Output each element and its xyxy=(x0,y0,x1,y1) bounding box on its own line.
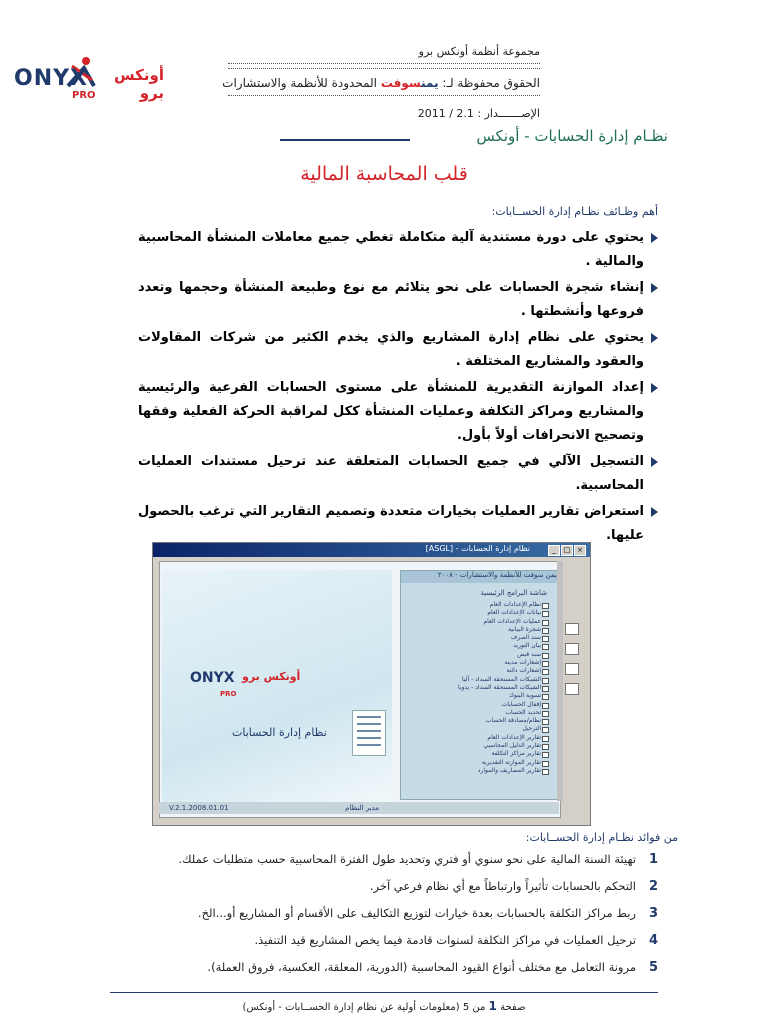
tree-item[interactable]: تقارير مراكز التكلفة xyxy=(409,750,549,758)
header-rights xyxy=(222,76,540,90)
brand-part2: سوفت xyxy=(380,76,422,90)
item-number: 5 xyxy=(648,960,658,975)
benefit-text: تهيئة السنة المالية على نحو سنوي أو فتري وتحديد طول الفترة المحاسبية حسب متطلبات عملك. xyxy=(178,852,636,866)
tree-item[interactable]: إشعارات مدينة xyxy=(409,659,549,667)
list-item xyxy=(58,879,658,906)
item-number: 3 xyxy=(648,906,658,921)
rights-suffix: المحدودة للأنظمة والاستشارات xyxy=(222,76,377,90)
benefits-heading: من فوائد نظـام إدارة الحســابات: xyxy=(525,831,678,844)
item-number: 4 xyxy=(648,933,658,948)
maximize-icon[interactable]: □ xyxy=(561,545,573,556)
menu-panel-header: يمن سوفت للأنظمة والاستشارات - ٢٠٠٨ xyxy=(401,571,557,583)
tree-item[interactable]: إقفال الحسابات xyxy=(409,701,549,709)
brand-part1: يمن xyxy=(421,76,439,90)
splash-logo-latin: ONYX xyxy=(190,670,235,686)
list-item xyxy=(138,226,658,274)
item-number: 1 xyxy=(648,852,658,867)
status-version: V.2.1.2008.01.01 xyxy=(169,804,229,812)
main-heading: قلب المحاسبة المالية xyxy=(300,163,468,185)
header-divider xyxy=(228,63,540,64)
tree-item[interactable]: الشيكات المستحقة السداد - آليا xyxy=(409,676,549,684)
tree-item[interactable]: الترحيل xyxy=(409,725,549,733)
arrow-bullet-icon xyxy=(651,457,658,467)
close-icon[interactable]: × xyxy=(574,545,586,556)
functions-list xyxy=(138,226,658,550)
list-item xyxy=(58,960,658,987)
function-text: يحتوي على دورة مستندية آلية متكاملة تغطي جميع معاملات المنشأة المحاسبية والمالية . xyxy=(138,230,644,269)
menu-tree xyxy=(409,601,549,775)
list-item xyxy=(58,933,658,960)
tree-item[interactable]: تسوية البنوك xyxy=(409,692,549,700)
splash-logo-arabic: أونكس برو xyxy=(242,670,301,683)
header-divider xyxy=(228,95,540,96)
list-item xyxy=(138,276,658,324)
splash-logo-pro: PRO xyxy=(220,690,237,698)
tree-item[interactable]: بيانات الإعدادات العام xyxy=(409,609,549,617)
list-item xyxy=(58,906,658,933)
benefits-list xyxy=(58,852,658,987)
benefit-text: مرونة التعامل مع مختلف أنواع القيود المحاسبية (الدورية، المعلقة، العكسية، فروق العملة). xyxy=(207,960,636,974)
app-title: نظام إدارة الحسابات - [ASGL] xyxy=(425,544,530,553)
header-group: مجموعة أنظمة أونكس برو xyxy=(418,45,540,58)
tree-item[interactable]: نظام/مصادقة الحساب xyxy=(409,717,549,725)
tree-item[interactable]: سند قبض xyxy=(409,651,549,659)
minimize-icon[interactable]: _ xyxy=(548,545,560,556)
menu-heading: شاشة البرامج الرئيسية xyxy=(480,589,547,597)
tree-item[interactable]: تقارير الدليل المحاسبي xyxy=(409,742,549,750)
tree-item[interactable]: نظام الإعدادات العام xyxy=(409,601,549,609)
app-main-window xyxy=(159,561,561,818)
rights-prefix: الحقوق محفوظة لـ: xyxy=(442,76,540,90)
benefit-text: التحكم بالحسابات تأثيراً وارتباطاً مع أي نظام فرعي آخر. xyxy=(369,879,636,893)
page-footer xyxy=(0,999,768,1013)
list-item xyxy=(138,450,658,498)
tree-item[interactable]: تحديد الحساب xyxy=(409,709,549,717)
logo-pro: PRO xyxy=(72,90,96,101)
tree-item[interactable]: تقارير الإعدادات العام xyxy=(409,734,549,742)
app-splash-panel xyxy=(162,570,392,810)
app-toolbar xyxy=(565,623,581,703)
arrow-bullet-icon xyxy=(651,507,658,517)
footer-doc-name: (معلومات أولية عن نظام إدارة الحســابات - أونكس) xyxy=(242,1002,460,1013)
tree-item[interactable]: سند الصرف xyxy=(409,634,549,642)
footer-page-of: من 5 xyxy=(462,1002,486,1013)
functions-heading: أهم وظـائف نظـام إدارة الحســابات: xyxy=(491,205,658,218)
list-item xyxy=(58,852,658,879)
header-divider xyxy=(228,68,540,69)
list-item xyxy=(138,326,658,374)
tree-item[interactable]: إشعارات دائنة xyxy=(409,667,549,675)
tree-item[interactable]: بيان التوريد xyxy=(409,642,549,650)
header-version: الإصـــــــدار : 2.1 / 2011 xyxy=(417,107,540,120)
tree-item[interactable]: تقارير المصاريف والموارد xyxy=(409,767,549,775)
logo-latin: ONYX xyxy=(14,66,89,91)
function-text: التسجيل الآلي في جميع الحسابات المتعلقة عند ترحيل مستندات العمليات المحاسبية. xyxy=(138,454,644,493)
benefit-text: ربط مراكز التكلفة بالحسابات بعدة خيارات لتوزيع التكاليف على الأقسام أو المشاريع أو...الخ. xyxy=(197,906,636,920)
app-scrollbar[interactable] xyxy=(557,561,563,801)
system-title: نظـام إدارة الحسابات - أونكس xyxy=(476,127,668,145)
arrow-bullet-icon xyxy=(651,283,658,293)
status-user: مدير النظام xyxy=(345,804,379,812)
tool-icon[interactable] xyxy=(565,643,579,655)
benefit-text: ترحيل العمليات في مراكز التكلفة لسنوات قادمة فيما يخص المشاريع قيد التنفيذ. xyxy=(254,933,636,947)
tool-icon[interactable] xyxy=(565,623,579,635)
footer-page-word: صفحة xyxy=(500,1002,526,1013)
app-screenshot xyxy=(152,542,591,826)
onyx-pro-logo xyxy=(14,56,164,104)
footer-rule xyxy=(110,992,658,993)
function-text: إنشاء شجرة الحسابات على نحو يتلائم مع نوع وطبيعة المنشأة وحجمها وتعدد فروعها وأنشطتها . xyxy=(138,280,644,319)
app-statusbar xyxy=(159,802,559,814)
item-number: 2 xyxy=(648,879,658,894)
tree-item[interactable]: شجرة البيانية xyxy=(409,626,549,634)
logo-arabic: أونكس برو xyxy=(113,66,164,102)
list-item xyxy=(138,500,658,548)
function-text: إعداد الموازنة التقديرية للمنشأة على مستوى الحسابات الفرعية والرئيسية والمشاريع ومراكز التكلفة وعمليات المنشأة ككل لمراقبة الحركة الفعلية وفقها وتصحيح الانحرافات أولاً بأول. xyxy=(138,380,644,443)
splash-system-name: نظام إدارة الحسابات xyxy=(232,726,327,739)
tree-item[interactable]: الشيكات المستحقة السداد - يدويا xyxy=(409,684,549,692)
app-titlebar xyxy=(153,543,590,557)
list-item xyxy=(138,376,658,448)
function-text: يحتوي على نظام إدارة المشاريع والذي يخدم الكثير من شركات المقاولات والعقود والمشاريع المختلفة . xyxy=(138,330,644,369)
system-title-rule xyxy=(280,139,410,141)
tree-item[interactable]: تقارير الموازنة التقديرية xyxy=(409,759,549,767)
app-menu-panel xyxy=(400,570,558,800)
arrow-bullet-icon xyxy=(651,383,658,393)
document-icon xyxy=(352,710,386,756)
tool-icon[interactable] xyxy=(565,663,579,675)
tool-icon[interactable] xyxy=(565,683,579,695)
arrow-bullet-icon xyxy=(651,233,658,243)
footer-page-number: 1 xyxy=(488,999,497,1013)
tree-item[interactable]: عمليات الإعدادات العام xyxy=(409,618,549,626)
arrow-bullet-icon xyxy=(651,333,658,343)
function-text: استعراض تقارير العمليات بخيارات متعددة وتصميم التقارير التي ترغب بالحصول عليها. xyxy=(138,504,644,543)
